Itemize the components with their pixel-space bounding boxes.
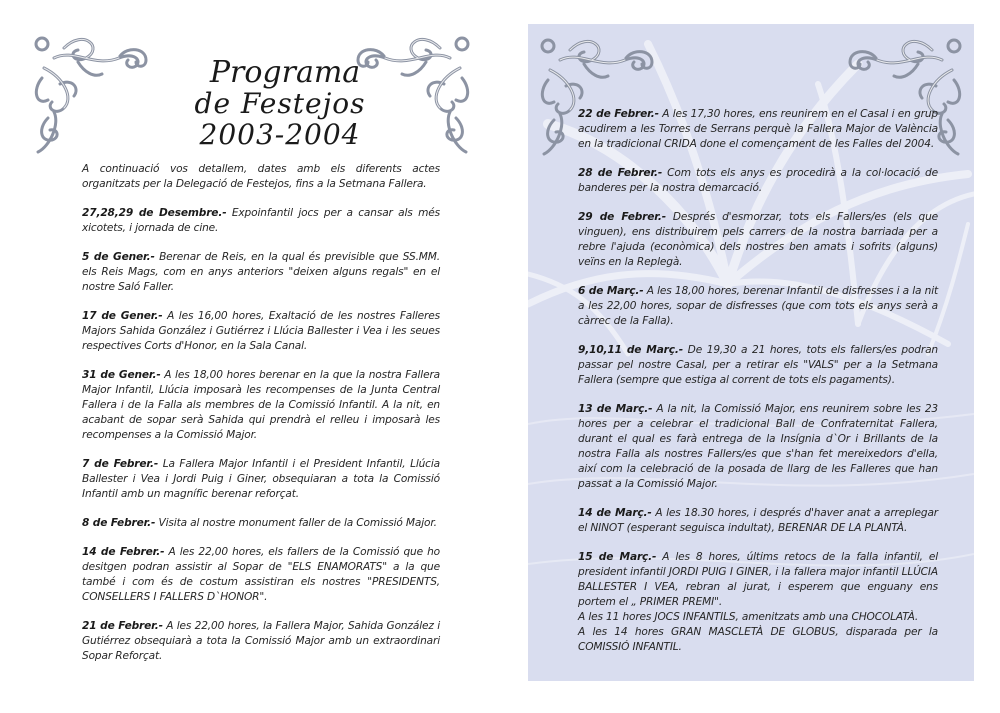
entry-text: Visita al nostre monument faller de la Comissió Major. [155,517,437,529]
schedule-entry [82,619,440,664]
entry-text: A les 17,30 hores, ens reunirem en el Casal i en grup acudirem a les Torres de Serrans perquè la Fallera Major de València en la tradicional CRIDA done el començament de les Falles del 2004. [578,108,938,150]
schedule-entry [578,402,938,492]
entry-date: 7 de Febrer.- [82,458,159,470]
entry-text: Després d'esmorzar, tots els Fallers/es (els que vinguen), ens distribuirem pels carrers de la nostra barriada per a rebre l'ajuda (econòmica) dels nostres ben amats i sofrits (alguns) veïns en la Replegà. [578,211,939,268]
entry-date: 17 de Gener.- [82,310,163,322]
entry-date: 8 de Febrer.- [82,517,156,529]
entry-text: A les 18.30 hores, i després d'haver anat a arreplegar el NINOT (esperant seguisca indultat), BERENAR DE LA PLANTÀ. [578,507,938,534]
entry-date: 22 de Febrer.- [578,108,659,120]
page-title [150,56,410,151]
title-line-2: de Festejos 2003-2004 [194,87,366,151]
schedule-entry [578,107,938,152]
entry-date: 13 de Març.- [578,403,653,415]
entry-date: 28 de Febrer.- [578,167,663,179]
entry-text: Berenar de Reis, en la qual és previsible que SS.MM. els Reis Mags, com en anys anteriors "deixen alguns regals" en el nostre Saló Faller. [82,251,440,293]
entry-text: A les 8 hores, últims retocs de la falla infantil, el president infantil JORDI PUIG I GINER, i la fallera major infantil LLÚCIA BALLESTER I VEA, rebran al jurat, i esperem que enguany ens portem el „ PRIMER PREMI". [578,551,938,608]
entry-date: 6 de Març.- [578,285,644,297]
entry-text: La Fallera Major Infantil i el President Infantil, Llúcia Ballester i Vea i Jordi Puig i Giner, obsequiaran a tota la Comissió Infantil amb un magnífic berenar reforçat. [82,458,440,500]
schedule-entry [82,309,440,354]
entry-date: 29 de Febrer.- [578,211,666,223]
schedule-entry [82,368,440,443]
entry-extra-line: A les 14 hores GRAN MASCLETÀ DE GLOBUS, disparada per la COMISSIÓ INFANTIL. [578,626,938,653]
title-line-1: Programa [209,55,361,90]
entry-text: A les 18,00 hores berenar en la que la nostra Fallera Major Infantil, Llúcia imposarà les recompenses de la Junta Central Fallera i de la Falla als membres de la Comissió Infantil. A la nit, en acabant de sopar serà Sahida qui prendrà el relleu i imposarà les recompenses a la Comissió Major. [82,369,440,441]
schedule-entry [82,545,440,605]
schedule-entry [578,210,938,270]
entry-date: 9,10,11 de Març.- [578,344,684,356]
entry-text: Expoinfantil jocs per a cansar als més xicotets, i jornada de cine. [82,207,441,234]
entry-date: 31 de Gener.- [82,369,161,381]
schedule-entry [82,516,440,531]
schedule-entry [82,206,440,236]
entry-date: 14 de Febrer.- [82,546,165,558]
right-page [500,0,1000,713]
schedule-entry [82,457,440,502]
schedule-entry [578,343,938,388]
intro-paragraph: A continuació vos detallem, dates amb els diferents actes organitzats per la Delegació de Festejos, fins a la Setmana Fallera. [82,163,440,190]
right-column-text [578,107,938,669]
schedule-entry [82,250,440,295]
entry-date: 14 de Març.- [578,507,652,519]
entry-text: A les 18,00 hores, berenar Infantil de disfresses i a la nit a les 22,00 hores, sopar de disfresses (que com tots els anys serà a càrrec de la Falla). [578,285,938,327]
left-column-text [82,162,440,678]
schedule-entry [578,166,938,196]
entry-date: 27,28,29 de Desembre.- [82,207,227,219]
entry-text: A la nit, la Comissió Major, ens reunirem sobre les 23 hores per a celebrar el tradicional Ball de Confraternitat Fallera, durant el qual es farà entrega de la Insígnia d`Or i Brillants de la nostra Falla als nostres Fallers/es que s'han fet mereixedors d'ella, així com la celebració de la posada de llarg de les Falleres que han passat a la Comissió Major. [578,403,938,490]
entry-text: A les 16,00 hores, Exaltació de les nostres Falleres Majors Sahida González i Gutiérrez i Llúcia Ballester i Vea i les seues respectives Corts d'Honor, en la Sala Canal. [82,310,440,352]
schedule-entry [578,506,938,536]
entry-text: Com tots els anys es procedirà a la col·locació de banderes per la nostra demarcació. [578,167,938,194]
entry-extra-line: A les 11 hores JOCS INFANTILS, amenitzats amb una CHOCOLATÀ. [578,611,919,623]
entry-date: 5 de Gener.- [82,251,155,263]
entry-text: A les 22,00 hores, la Fallera Major, Sahida González i Gutiérrez obsequiarà a tota la Comissió Major amb un extraordinari Sopar Reforçat. [82,620,440,662]
entry-date: 21 de Febrer.- [82,620,163,632]
schedule-entry [578,550,938,655]
entry-date: 15 de Març.- [578,551,657,563]
schedule-entry [578,284,938,329]
entry-text: A les 22,00 hores, els fallers de la Comissió que ho desitgen podran assistir al Sopar de "ELS ENAMORATS" a la que també i com és de costum assistiran els nostres "PRESIDENTS, CONSELLERS I FALLERS D`HONOR". [82,546,440,603]
entry-text: De 19,30 a 21 hores, tots els fallers/es podran passar pel nostre Casal, per a retirar els "VALS" per a la Setmana Fallera (sempre que estiga al corrent de tots els pagaments). [578,344,938,386]
corner-ornament-top-left-icon [24,28,164,158]
